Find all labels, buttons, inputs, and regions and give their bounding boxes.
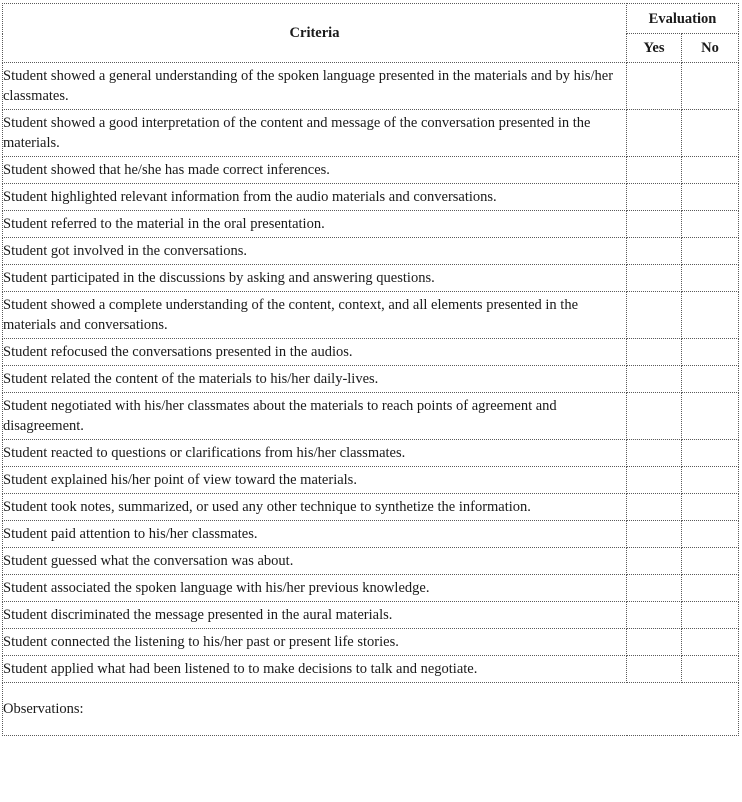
criterion-text: Student connected the listening to his/her past or present life stories. [3,629,627,656]
criterion-row [3,467,739,494]
criterion-row [3,521,739,548]
no-checkbox-cell[interactable] [682,393,739,440]
criterion-row [3,629,739,656]
criterion-row [3,211,739,238]
criterion-text: Student showed a general understanding of the spoken language presented in the materials and by his/her classmates. [3,63,627,110]
criterion-row [3,575,739,602]
no-checkbox-cell[interactable] [682,629,739,656]
yes-header: Yes [627,34,682,63]
criterion-text: Student negotiated with his/her classmates about the materials to reach points of agreement and disagreement. [3,393,627,440]
no-header: No [682,34,739,63]
no-checkbox-cell[interactable] [682,157,739,184]
no-checkbox-cell[interactable] [682,265,739,292]
no-checkbox-cell[interactable] [682,440,739,467]
no-checkbox-cell[interactable] [682,548,739,575]
criterion-text: Student highlighted relevant information from the audio materials and conversations. [3,184,627,211]
yes-checkbox-cell[interactable] [627,184,682,211]
yes-checkbox-cell[interactable] [627,393,682,440]
criterion-row [3,366,739,393]
no-checkbox-cell[interactable] [682,339,739,366]
yes-checkbox-cell[interactable] [627,656,682,683]
no-checkbox-cell[interactable] [682,467,739,494]
criterion-text: Student applied what had been listened to to make decisions to talk and negotiate. [3,656,627,683]
no-checkbox-cell[interactable] [682,110,739,157]
yes-checkbox-cell[interactable] [627,238,682,265]
criterion-text: Student showed a complete understanding of the content, context, and all elements presented in the materials and conversations. [3,292,627,339]
criterion-row [3,494,739,521]
criterion-text: Student related the content of the materials to his/her daily-lives. [3,366,627,393]
criterion-text: Student got involved in the conversations. [3,238,627,265]
criterion-text: Student explained his/her point of view toward the materials. [3,467,627,494]
no-checkbox-cell[interactable] [682,292,739,339]
yes-checkbox-cell[interactable] [627,110,682,157]
criterion-text: Student participated in the discussions by asking and answering questions. [3,265,627,292]
criteria-header: Criteria [3,4,627,63]
criterion-row [3,548,739,575]
yes-checkbox-cell[interactable] [627,521,682,548]
criterion-text: Student guessed what the conversation was about. [3,548,627,575]
yes-checkbox-cell[interactable] [627,366,682,393]
criterion-row [3,656,739,683]
yes-checkbox-cell[interactable] [627,467,682,494]
criterion-row [3,157,739,184]
evaluation-header: Evaluation [627,4,739,34]
criterion-text: Student referred to the material in the oral presentation. [3,211,627,238]
criterion-row [3,63,739,110]
criterion-text: Student showed a good interpretation of the content and message of the conversation presented in the materials. [3,110,627,157]
no-checkbox-cell[interactable] [682,656,739,683]
no-checkbox-cell[interactable] [682,575,739,602]
yes-checkbox-cell[interactable] [627,494,682,521]
observations-label: Observations: [3,701,84,717]
no-checkbox-cell[interactable] [682,211,739,238]
criterion-row [3,110,739,157]
no-checkbox-cell[interactable] [682,521,739,548]
no-checkbox-cell[interactable] [682,366,739,393]
criterion-row [3,184,739,211]
criterion-row [3,602,739,629]
no-checkbox-cell[interactable] [682,63,739,110]
yes-checkbox-cell[interactable] [627,292,682,339]
evaluation-rubric-table [2,3,739,736]
no-checkbox-cell[interactable] [682,238,739,265]
criterion-row [3,292,739,339]
criterion-text: Student reacted to questions or clarifications from his/her classmates. [3,440,627,467]
criterion-row [3,393,739,440]
observations-field[interactable] [3,683,739,736]
yes-checkbox-cell[interactable] [627,548,682,575]
yes-checkbox-cell[interactable] [627,440,682,467]
criterion-text: Student showed that he/she has made correct inferences. [3,157,627,184]
criterion-row [3,265,739,292]
no-checkbox-cell[interactable] [682,184,739,211]
criterion-text: Student paid attention to his/her classmates. [3,521,627,548]
yes-checkbox-cell[interactable] [627,157,682,184]
criterion-row [3,238,739,265]
no-checkbox-cell[interactable] [682,494,739,521]
criterion-row [3,339,739,366]
criterion-text: Student discriminated the message presented in the aural materials. [3,602,627,629]
yes-checkbox-cell[interactable] [627,575,682,602]
yes-checkbox-cell[interactable] [627,339,682,366]
yes-checkbox-cell[interactable] [627,211,682,238]
criterion-text: Student associated the spoken language with his/her previous knowledge. [3,575,627,602]
observations-row [3,683,739,736]
yes-checkbox-cell[interactable] [627,629,682,656]
rubric-sheet [2,3,738,736]
yes-checkbox-cell[interactable] [627,63,682,110]
criterion-text: Student took notes, summarized, or used any other technique to synthetize the information. [3,494,627,521]
no-checkbox-cell[interactable] [682,602,739,629]
yes-checkbox-cell[interactable] [627,602,682,629]
criterion-row [3,440,739,467]
yes-checkbox-cell[interactable] [627,265,682,292]
criterion-text: Student refocused the conversations presented in the audios. [3,339,627,366]
